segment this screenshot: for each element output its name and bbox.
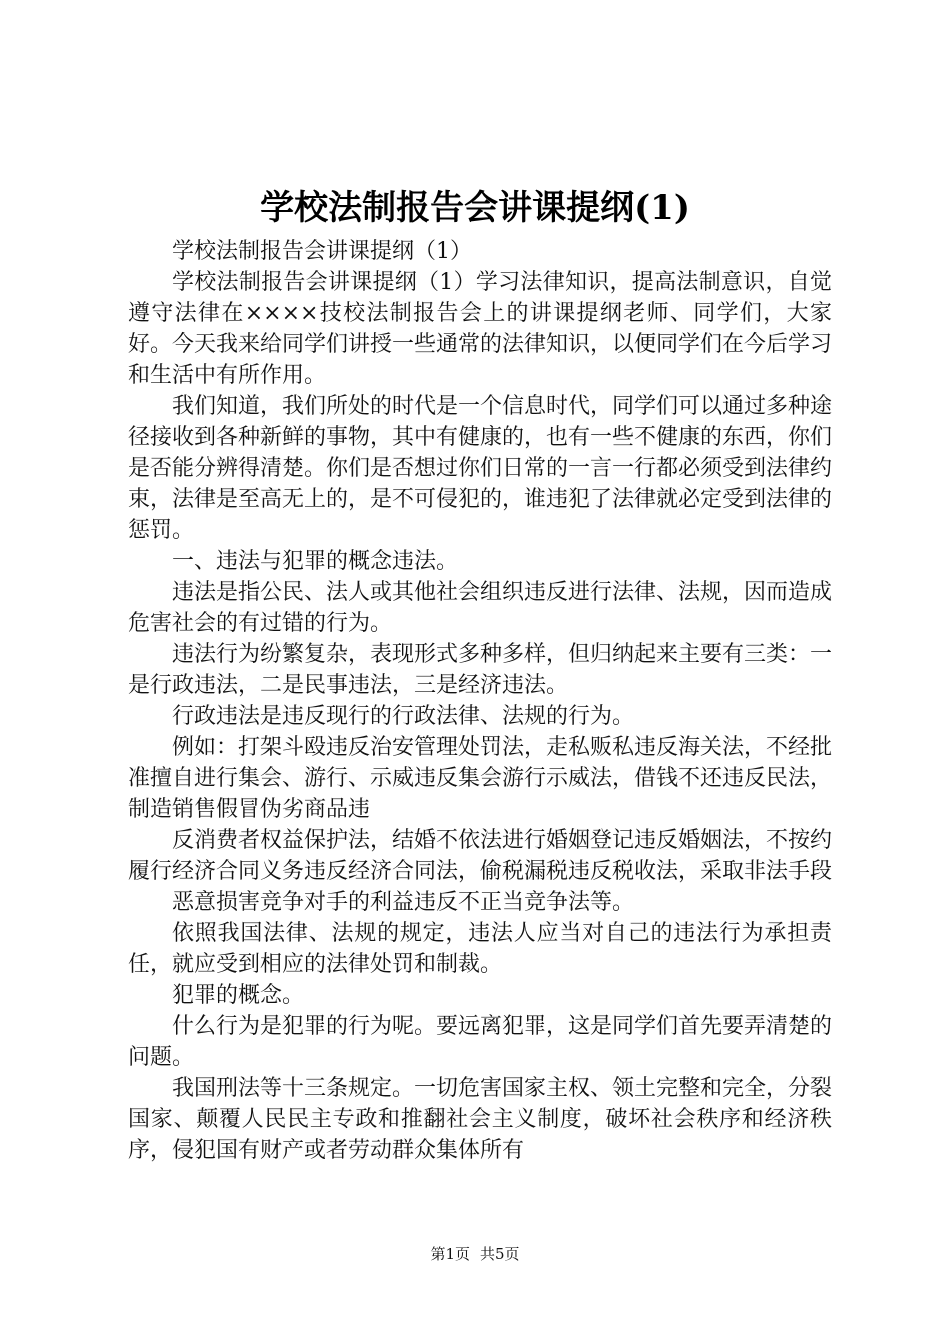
paragraph: 违法行为纷繁复杂，表现形式多种多样，但归纳起来主要有三类：一是行政违法，二是民事违法，三是经济违法。 [128, 642, 833, 698]
paragraph: 反消费者权益保护法，结婚不依法进行婚姻登记违反婚姻法，不按约履行经济合同义务违反经济合同法，偷税漏税违反税收法，采取非法手段 [128, 828, 833, 884]
paragraph: 学校法制报告会讲课提纲（1）学习法律知识，提高法制意识，自觉遵守法律在××××技校法制报告会上的讲课提纲老师、同学们，大家好。今天我来给同学们讲授一些通常的法律知识，以便同学们在今后学习和生活中有所作用。 [128, 270, 833, 388]
paragraph: 学校法制报告会讲课提纲（1） [172, 239, 472, 264]
page-total: 共5页 [480, 1245, 520, 1263]
paragraph: 什么行为是犯罪的行为呢。要远离犯罪，这是同学们首先要弄清楚的问题。 [128, 1014, 833, 1070]
document-title: 学校法制报告会讲课提纲(1) [260, 188, 690, 228]
document-body [128, 236, 832, 1166]
page-footer [0, 1244, 950, 1264]
paragraph: 例如：打架斗殴违反治安管理处罚法，走私贩私违反海关法，不经批准擅自进行集会、游行、示威违反集会游行示威法，借钱不还违反民法，制造销售假冒伪劣商品违 [128, 735, 833, 822]
paragraph: 恶意损害竞争对手的利益违反不正当竞争法等。 [172, 890, 635, 915]
paragraph: 违法是指公民、法人或其他社会组织违反进行法律、法规，因而造成危害社会的有过错的行为。 [128, 580, 833, 636]
paragraph: 我国刑法等十三条规定。一切危害国家主权、领土完整和完全，分裂国家、颠覆人民民主专政和推翻社会主义制度，破坏社会秩序和经济秩序，侵犯国有财产或者劳动群众集体所有 [128, 1076, 833, 1163]
paragraph: 依照我国法律、法规的规定，违法人应当对自己的违法行为承担责任，就应受到相应的法律处罚和制裁。 [128, 921, 832, 977]
paragraph: 一、违法与犯罪的概念违法。 [172, 549, 459, 574]
paragraph: 犯罪的概念。 [172, 983, 305, 1008]
page-number: 第1页 [430, 1245, 470, 1263]
paragraph: 我们知道，我们所处的时代是一个信息时代，同学们可以通过多种途径接收到各种新鲜的事物，其中有健康的，也有一些不健康的东西，你们是否能分辨得清楚。你们是否想过你们日常的一言一行都必须受到法律约束，法律是至高无上的，是不可侵犯的，谁违犯了法律就必定受到法律的惩罚。 [128, 394, 833, 543]
paragraph: 行政违法是违反现行的行政法律、法规的行为。 [172, 704, 635, 729]
